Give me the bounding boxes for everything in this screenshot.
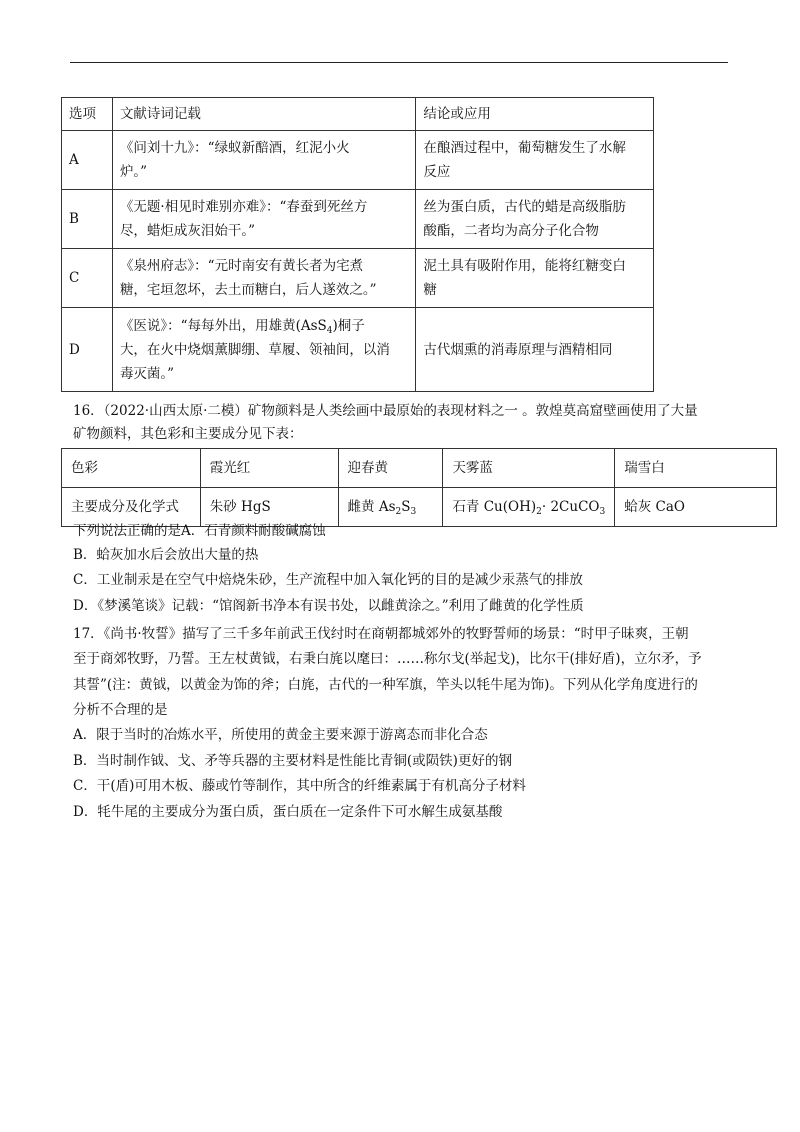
header-option: 选项 xyxy=(62,98,113,131)
table-row xyxy=(62,190,654,249)
conclusion-cell: 古代烟熏的消毒原理与酒精相同 xyxy=(416,308,654,392)
option-label: D xyxy=(62,308,113,392)
pigment-table xyxy=(61,448,777,527)
option-label: A xyxy=(62,131,113,190)
color-cell: 瑞雪白 xyxy=(615,449,777,488)
q17-stem-line: 其誓”(注：黄钺，以黄金为饰的斧；白旄，古代的一种军旗，竿头以牦牛尾为饰)。下列从化学角度进行的 xyxy=(73,677,698,693)
q16-option: D．《梦溪笔谈》记载：“馆阁新书净本有误书处，以雌黄涂之。”利用了雌黄的化学性质 xyxy=(73,598,584,614)
color-header: 色彩 xyxy=(62,449,201,488)
color-cell: 迎春黄 xyxy=(338,449,443,488)
formula-cell: 朱砂 HgS xyxy=(200,488,338,527)
q17-stem-line: 17．《尚书·牧誓》描写了三千多年前武王伐纣时在商朝都城郊外的牧野誓师的场景：“时甲子昧爽，王朝 xyxy=(73,626,689,642)
color-cell: 天雾蓝 xyxy=(443,449,615,488)
literature-table xyxy=(61,97,654,392)
q17-option: A．限于当时的冶炼水平，所使用的黄金主要来源于游离态而非化合态 xyxy=(73,727,488,743)
q16-option: B．蛤灰加水后会放出大量的热 xyxy=(73,547,259,563)
table-row xyxy=(62,449,777,488)
conclusion-cell: 丝为蛋白质，古代的蜡是高级脂肪 酸酯，二者均为高分子化合物 xyxy=(416,190,654,249)
q17-option: D．牦牛尾的主要成分为蛋白质，蛋白质在一定条件下可水解生成氨基酸 xyxy=(73,804,503,820)
formula-cell: 雌黄 $As_2S_3$ xyxy=(338,488,443,527)
formula-cell: 蛤灰 CaO xyxy=(615,488,777,527)
header-rule xyxy=(70,62,728,63)
q16-intro-line: 矿物颜料，其色彩和主要成分见下表： xyxy=(73,426,303,442)
q17-option: C．干(盾)可用木板、藤或竹等制作，其中所含的纤维素属于有机高分子材料 xyxy=(73,778,526,794)
table-row xyxy=(62,249,654,308)
table-row xyxy=(62,308,654,392)
q17-option: B．当时制作钺、戈、矛等兵器的主要材料是性能比青铜(或陨铁)更好的钢 xyxy=(73,753,512,769)
option-label: C xyxy=(62,249,113,308)
table-header-row xyxy=(62,98,654,131)
table-row xyxy=(62,131,654,190)
conclusion-cell: 在酿酒过程中，葡萄糖发生了水解 反应 xyxy=(416,131,654,190)
q16-option: C．工业制汞是在空气中焙烧朱砂，生产流程中加入氧化钙的目的是减少汞蒸气的排放 xyxy=(73,572,583,588)
record-cell: 《医说》：“每每外出，用雄黄(AsS$_4$)桐子 大，在火中烧烟薰脚绷、草履、领袖间，以消 毒灭菌。” xyxy=(112,308,415,392)
q16-intro-line: 16．（2022·山西太原·二模）矿物颜料是人类绘画中最原始的表现材料之一 。敦煌莫高窟壁画使用了大量 xyxy=(73,403,698,419)
header-record: 文献诗词记载 xyxy=(112,98,415,131)
option-label: B xyxy=(62,190,113,249)
q17-stem-line: 至于商郊牧野，乃誓。王左杖黄钺，右秉白旄以麾曰：……称尔戈(举起戈)，比尔干(排好盾)，立尔矛，予 xyxy=(73,651,702,667)
formula-header: 主要成分及化学式 xyxy=(62,488,201,527)
q17-stem-line: 分析不合理的是 xyxy=(73,702,168,718)
conclusion-cell: 泥土具有吸附作用，能将红糖变白 糖 xyxy=(416,249,654,308)
record-cell: 《问刘十九》：“绿蚁新醅酒，红泥小火 炉。” xyxy=(112,131,415,190)
q16-option: 下列说法正确的是A．石青颜料耐酸碱腐蚀 xyxy=(73,523,326,539)
record-cell: 《泉州府志》：“元时南安有黄长者为宅煮 糖，宅垣忽坏，去土而糖白，后人遂效之。” xyxy=(112,249,415,308)
color-cell: 霞光红 xyxy=(200,449,338,488)
record-cell: 《无题·相见时难别亦难》：“春蚕到死丝方 尽，蜡炬成灰泪始干。” xyxy=(112,190,415,249)
formula-cell: 石青 $Cu(OH)_2\cdot$ 2CuCO$_3$ xyxy=(443,488,615,527)
header-conclusion: 结论或应用 xyxy=(416,98,654,131)
